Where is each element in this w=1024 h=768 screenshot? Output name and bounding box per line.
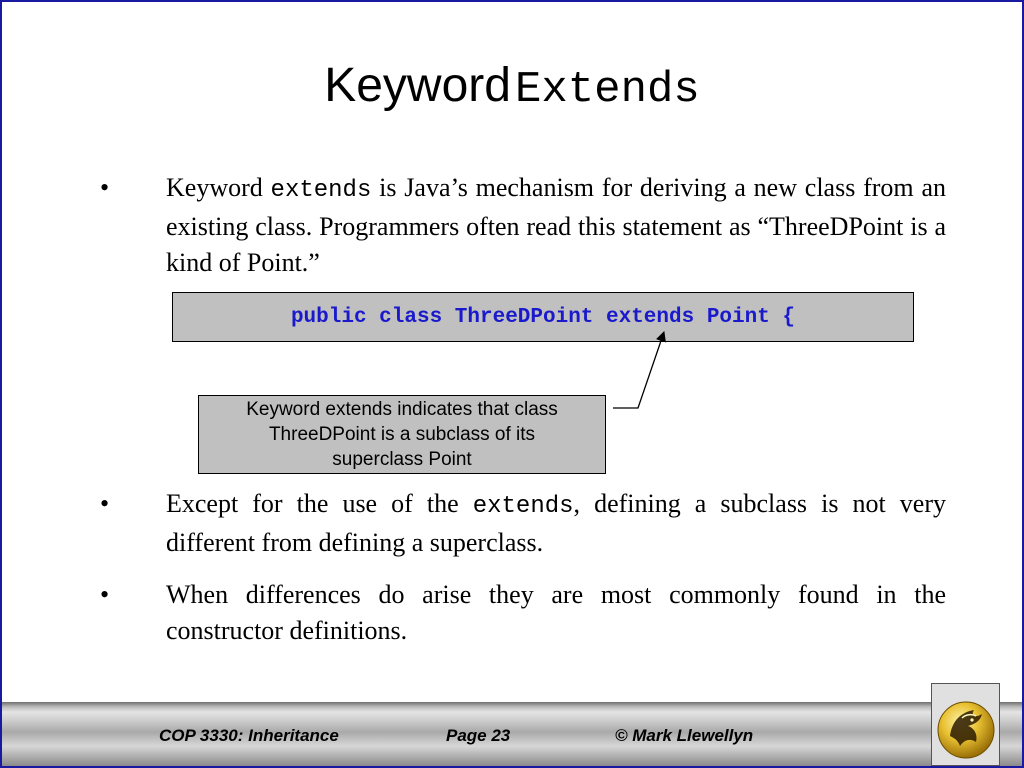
bullet-marker: • xyxy=(100,173,110,202)
bullet-marker: • xyxy=(100,580,110,609)
code-keyword: extends xyxy=(270,177,372,204)
bullet-text-part: , defining a subclass is not very different from defining a superclass. xyxy=(166,489,946,557)
footer-course: COP 3330: Inheritance xyxy=(159,726,339,745)
footer-author: © Mark Llewellyn xyxy=(615,726,754,745)
code-line: public class ThreeDPoint extends Point { xyxy=(290,305,796,329)
callout-arrow xyxy=(2,2,1022,766)
bullet-text: When differences do arise they are most commonly found in the constructor definitions. xyxy=(166,580,946,645)
pegasus-logo-icon xyxy=(932,684,999,765)
title-extends: Extends xyxy=(514,65,700,115)
footer-bar xyxy=(2,702,1022,766)
footer-page-number: Page 23 xyxy=(446,726,511,745)
logo-frame xyxy=(931,683,1000,766)
title-keyword: Keyword xyxy=(324,59,511,112)
callout-line: Keyword extends indicates that class xyxy=(246,399,558,420)
callout-box xyxy=(198,395,606,474)
bullet-text-part: Keyword xyxy=(166,173,271,202)
code-keyword: extends xyxy=(472,493,574,520)
callout-line: ThreeDPoint is a subclass of its xyxy=(268,424,536,445)
bullet-text-part: Except for the use of the xyxy=(166,489,473,518)
bullet-text-part: is Java’s mechanism for deriving a new class from an existing class. Programmers often read this statement as “ThreeDPoint is a kind of Point.” xyxy=(166,173,946,277)
bullet-marker: • xyxy=(100,489,110,518)
callout-line: superclass Point xyxy=(332,449,472,470)
bullet-text xyxy=(166,486,946,561)
